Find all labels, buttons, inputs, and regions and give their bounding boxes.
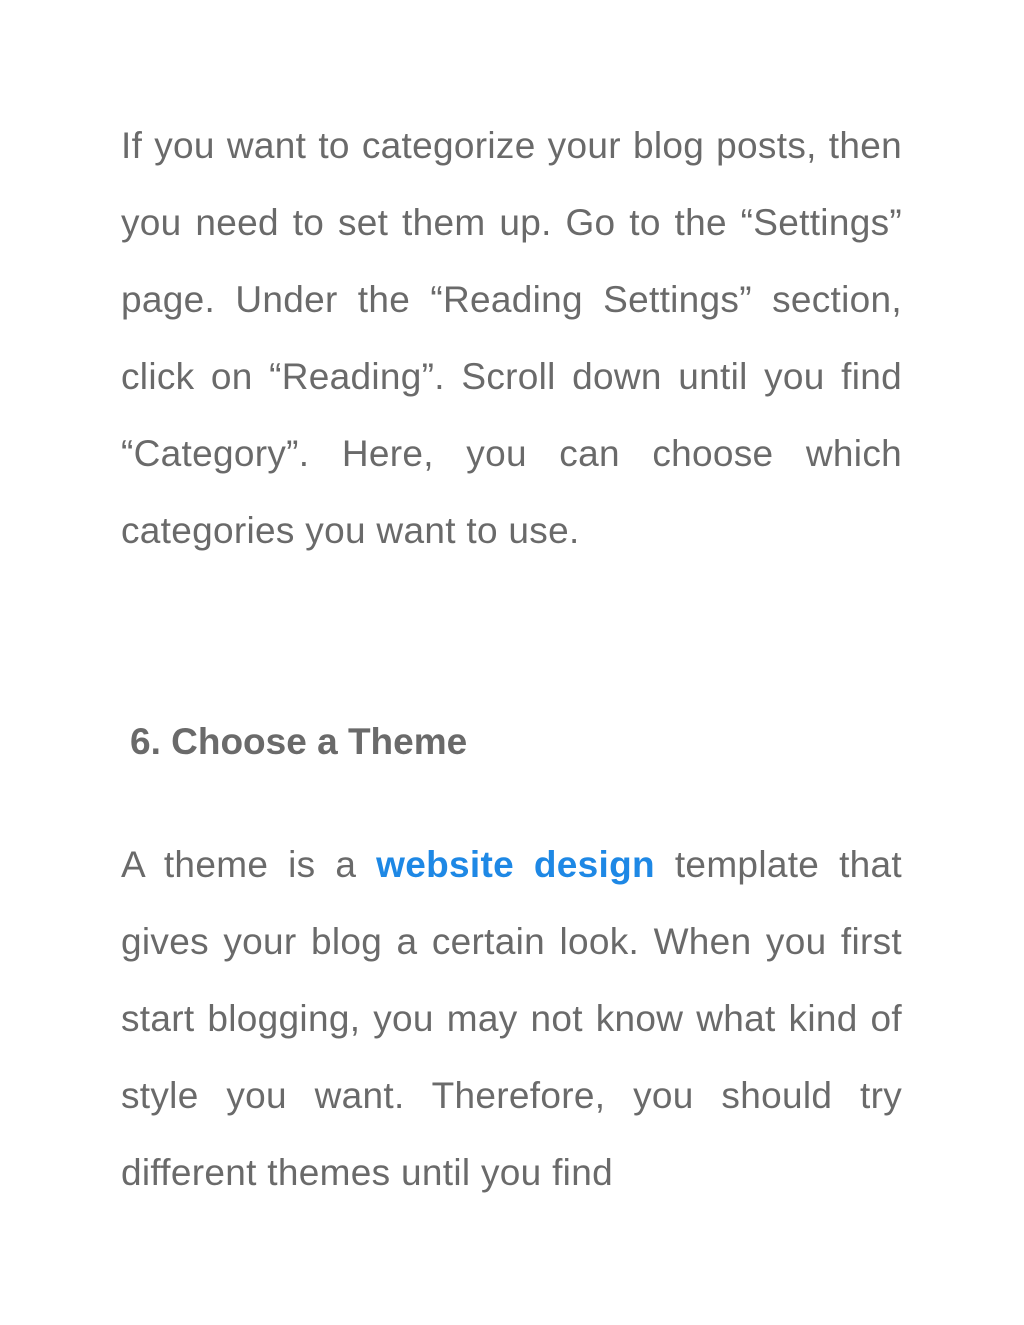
paragraph-text-before-link: A theme is a xyxy=(121,844,377,885)
website-design-link[interactable]: website design xyxy=(376,844,655,885)
paragraph-choose-theme xyxy=(121,826,902,1211)
paragraph-categorize-posts: If you want to categorize your blog posts, then you need to set them up. Go to the “Settings” page. Under the “Reading Settings” section, click on “Reading”. Scroll down until you find “Category”. Here, you can choose which categories you want to use. xyxy=(121,125,902,551)
section-heading-choose-theme: 6. Choose a Theme xyxy=(130,721,468,762)
paragraph-text-after-link: template that gives your blog a certain look. When you first start blogging, you may not know what kind of style you want. Therefore, you should try different themes until you find xyxy=(121,844,903,1193)
